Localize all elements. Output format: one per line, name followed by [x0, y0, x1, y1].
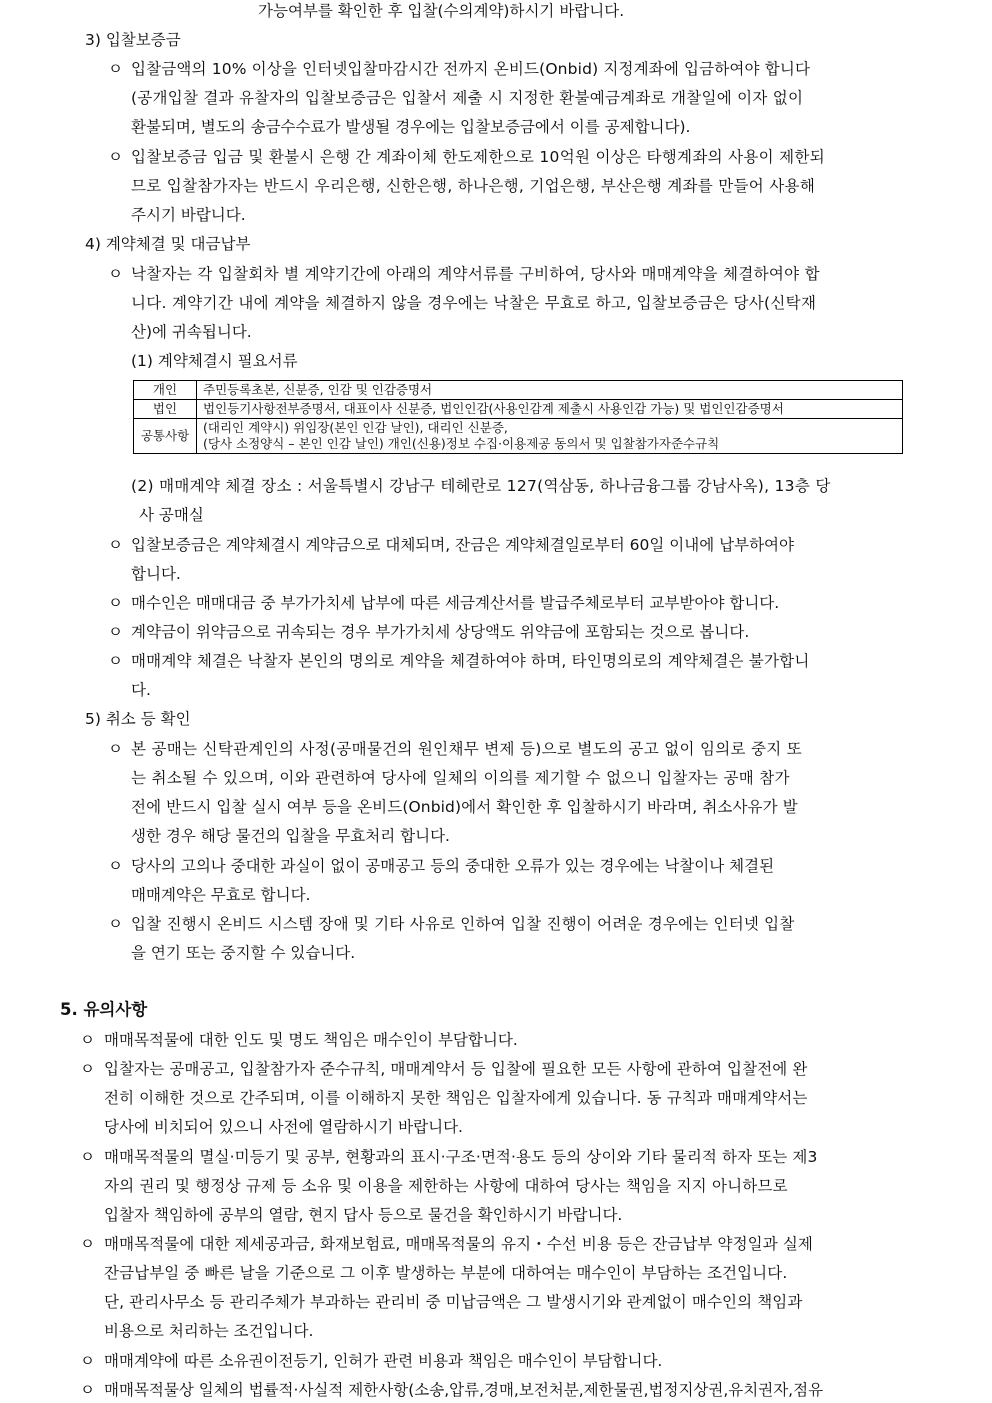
text-line: 산)에 귀속됩니다. — [131, 323, 252, 341]
table-cell-key: 개인 — [134, 381, 197, 400]
subheading-contract-payment: 4) 계약체결 및 대금납부 — [85, 235, 251, 253]
text-line: 단, 관리사무소 등 관리주체가 부과하는 관리비 중 미납금액은 그 발생시기와 관계없이 매수인의 책임과 — [104, 1293, 803, 1311]
text-line: 을 연기 또는 중지할 수 있습니다. — [131, 944, 356, 962]
table-cell-line: (대리인 계약시) 위임장(본인 인감 날인), 대리인 신분증, — [203, 420, 508, 435]
bullet-icon: ㅇ — [80, 1148, 95, 1166]
text-line: 당사에 비치되어 있으니 사전에 열람하시기 바랍니다. — [104, 1118, 463, 1136]
subheading-cancellation: 5) 취소 등 확인 — [85, 710, 191, 728]
text-line: 주시기 바랍니다. — [131, 206, 246, 224]
table-cell-key: 법인 — [134, 400, 197, 419]
text-line: (1) 계약체결시 필요서류 — [131, 352, 298, 370]
table-cell-key: 공통사항 — [134, 419, 197, 454]
table-cell-value: 법인등기사항전부증명서, 대표이사 신분증, 법인인감(사용인감계 제출시 사용인감 가능) 및 법인인감증명서 — [197, 400, 903, 419]
bullet-icon: ㅇ — [108, 536, 123, 554]
text-line: 입찰보증금 입금 및 환불시 은행 간 계좌이체 한도제한으로 10억원 이상은 타행계좌의 사용이 제한되 — [131, 148, 825, 166]
text-line: 니다. 계약기간 내에 계약을 체결하지 않을 경우에는 낙찰은 무효로 하고, 입찰보증금은 당사(신탁재 — [131, 294, 817, 312]
text-line: 는 취소될 수 있으며, 이와 관련하여 당사에 일체의 이의를 제기할 수 없으니 입찰자는 공매 참가 — [131, 769, 790, 787]
text-line: 매매목적물에 대한 인도 및 명도 책임은 매수인이 부담합니다. — [104, 1031, 518, 1049]
text-line: 매수인은 매매대금 중 부가가치세 납부에 따른 세금계산서를 발급주체로부터 교부받아야 합니다. — [131, 594, 780, 612]
required-documents-table — [133, 380, 903, 454]
bullet-icon: ㅇ — [108, 857, 123, 875]
text-line: (2) 매매계약 체결 장소 : 서울특별시 강남구 테헤란로 127(역삼동, 하나금융그룹 강남사옥), 13층 당 — [131, 477, 831, 495]
text-line: 매매계약은 무효로 합니다. — [131, 886, 311, 904]
table-cell-value: 주민등록초본, 신분증, 인감 및 인감증명서 — [197, 381, 903, 400]
text-line: 다. — [131, 681, 151, 699]
text-line: 입찰금액의 10% 이상을 인터넷입찰마감시간 전까지 온비드(Onbid) 지정계좌에 입금하여야 합니다 — [131, 60, 811, 78]
table-row — [134, 381, 903, 400]
bullet-icon: ㅇ — [108, 594, 123, 612]
text-line: 계약금이 위약금으로 귀속되는 경우 부가가치세 상당액도 위약금에 포함되는 것으로 봅니다. — [131, 623, 750, 641]
table-cell-value — [197, 419, 903, 454]
text-line: 가능여부를 확인한 후 입찰(수의계약)하시기 바랍니다. — [258, 2, 625, 20]
bullet-icon: ㅇ — [108, 265, 123, 283]
subheading-bid-deposit: 3) 입찰보증금 — [85, 31, 181, 49]
text-line: (공개입찰 결과 유찰자의 입찰보증금은 입찰서 제출 시 지정한 환불예금계좌로 개찰일에 이자 없이 — [131, 89, 804, 107]
section-heading: 5. 유의사항 — [60, 1000, 148, 1019]
text-line: 비용으로 처리하는 조건입니다. — [104, 1322, 314, 1340]
text-line: 므로 입찰참가자는 반드시 우리은행, 신한은행, 하나은행, 기업은행, 부산은행 계좌를 만들어 사용해 — [131, 177, 816, 195]
text-line: 전에 반드시 입찰 실시 여부 등을 온비드(Onbid)에서 확인한 후 입찰하시기 바라며, 취소사유가 발 — [131, 798, 798, 816]
bullet-icon: ㅇ — [108, 915, 123, 933]
bullet-icon: ㅇ — [80, 1381, 95, 1399]
bullet-icon: ㅇ — [108, 60, 123, 78]
text-line: 매매계약에 따른 소유권이전등기, 인허가 관련 비용과 책임은 매수인이 부담합니다. — [104, 1352, 663, 1370]
bullet-icon: ㅇ — [80, 1060, 95, 1078]
text-line: 매매목적물의 멸실·미등기 및 공부, 현황과의 표시·구조·면적·용도 등의 상이와 기타 물리적 하자 또는 제3 — [104, 1148, 818, 1166]
text-line: 매매목적물에 대한 제세공과금, 화재보험료, 매매목적물의 유지・수선 비용 등은 잔금납부 약정일과 실제 — [104, 1235, 813, 1253]
text-line: 낙찰자는 각 입찰회차 별 계약기간에 아래의 계약서류를 구비하여, 당사와 매매계약을 체결하여야 합 — [131, 265, 820, 283]
text-line: 매매목적물상 일체의 법률적·사실적 제한사항(소송,압류,경매,보전처분,제한물권,법정지상권,유치권자,점유 — [104, 1381, 824, 1399]
bullet-icon: ㅇ — [80, 1235, 95, 1253]
text-line: 합니다. — [131, 565, 181, 583]
bullet-icon: ㅇ — [80, 1031, 95, 1049]
bullet-icon: ㅇ — [108, 652, 123, 670]
bullet-icon: ㅇ — [108, 623, 123, 641]
text-line: 잔금납부일 중 빠른 날을 기준으로 그 이후 발생하는 부분에 대하여는 매수인이 부담하는 조건입니다. — [104, 1264, 788, 1282]
text-line: 당사의 고의나 중대한 과실이 없이 공매공고 등의 중대한 오류가 있는 경우에는 낙찰이나 체결된 — [131, 857, 775, 875]
text-line: 매매계약 체결은 낙찰자 본인의 명의로 계약을 체결하여야 하며, 타인명의로의 계약체결은 불가합니 — [131, 652, 810, 670]
table-row — [134, 400, 903, 419]
bullet-icon: ㅇ — [108, 148, 123, 166]
text-line: 입찰자는 공매공고, 입찰참가자 준수규칙, 매매계약서 등 입찰에 필요한 모든 사항에 관하여 입찰전에 완 — [104, 1060, 808, 1078]
text-line: 입찰보증금은 계약체결시 계약금으로 대체되며, 잔금은 계약체결일로부터 60일 이내에 납부하여야 — [131, 536, 794, 554]
text-line: 자의 권리 및 행정상 규제 등 소유 및 이용을 제한하는 사항에 대하여 당사는 책임을 지지 아니하므로 — [104, 1177, 788, 1195]
text-line: 본 공매는 신탁관계인의 사정(공매물건의 원인채무 변제 등)으로 별도의 공고 없이 임의로 중지 또 — [131, 740, 803, 758]
table-row — [134, 419, 903, 454]
text-line: 사 공매실 — [139, 506, 204, 524]
text-line: 생한 경우 해당 물건의 입찰을 무효처리 합니다. — [131, 827, 450, 845]
text-line: 환불되며, 별도의 송금수수료가 발생될 경우에는 입찰보증금에서 이를 공제합니다). — [131, 118, 691, 136]
bullet-icon: ㅇ — [80, 1352, 95, 1370]
text-line: 입찰 진행시 온비드 시스템 장애 및 기타 사유로 인하여 입찰 진행이 어려운 경우에는 인터넷 입찰 — [131, 915, 795, 933]
text-line: 입찰자 책임하에 공부의 열람, 현지 답사 등으로 물건을 확인하시기 바랍니다. — [104, 1206, 623, 1224]
table-cell-line: (당사 소정양식 – 본인 인감 날인) 개인(신용)정보 수집·이용제공 동의서 및 입찰참가자준수규칙 — [203, 436, 720, 451]
text-line: 전히 이해한 것으로 간주되며, 이를 이해하지 못한 책임은 입찰자에게 있습니다. 동 규칙과 매매계약서는 — [104, 1089, 808, 1107]
bullet-icon: ㅇ — [108, 740, 123, 758]
